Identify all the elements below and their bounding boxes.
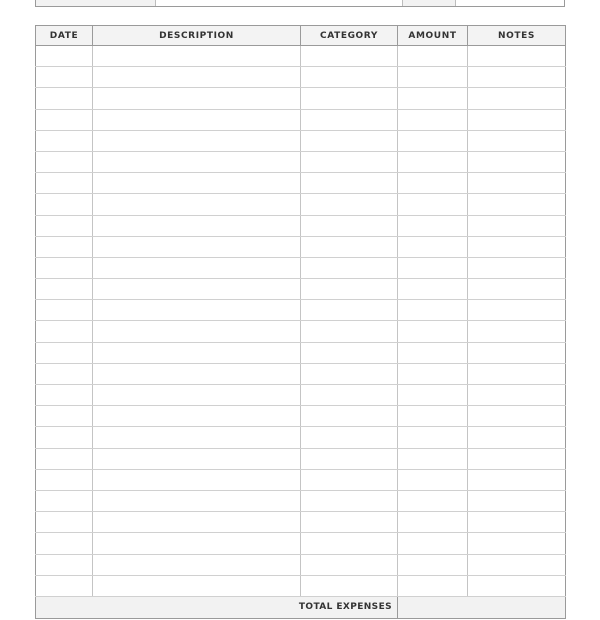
table-row [36,88,566,109]
cell-date[interactable] [36,215,93,236]
cell-date[interactable] [36,321,93,342]
table-row [36,236,566,257]
cell-date[interactable] [36,406,93,427]
cell-amount[interactable] [398,46,468,67]
cell-category[interactable] [301,575,398,596]
cell-description[interactable] [93,109,301,130]
cell-date[interactable] [36,533,93,554]
cell-date[interactable] [36,512,93,533]
cell-category[interactable] [301,448,398,469]
cell-category[interactable] [301,109,398,130]
cell-description[interactable] [93,385,301,406]
cell-date[interactable] [36,469,93,490]
cell-amount[interactable] [398,533,468,554]
expense-rows [36,46,566,597]
table-row [36,109,566,130]
cell-notes[interactable] [468,490,566,511]
table-row [36,257,566,278]
table-row [36,46,566,67]
column-header-notes: NOTES [468,26,566,46]
table-row [36,575,566,596]
table-row [36,427,566,448]
cell-notes[interactable] [468,194,566,215]
table-row [36,321,566,342]
cell-date[interactable] [36,300,93,321]
cell-description[interactable] [93,554,301,575]
cell-date[interactable] [36,88,93,109]
cell-amount[interactable] [398,130,468,151]
cell-amount[interactable] [398,151,468,172]
table-row [36,279,566,300]
cell-date[interactable] [36,236,93,257]
cell-date[interactable] [36,490,93,511]
cell-date[interactable] [36,385,93,406]
cell-amount[interactable] [398,321,468,342]
cell-amount[interactable] [398,406,468,427]
cell-date[interactable] [36,554,93,575]
cell-category[interactable] [301,67,398,88]
cell-amount[interactable] [398,173,468,194]
cell-amount[interactable] [398,512,468,533]
table-row [36,194,566,215]
cell-category[interactable] [301,151,398,172]
table-row [36,533,566,554]
cell-notes[interactable] [468,406,566,427]
table-row [36,554,566,575]
table-row [36,469,566,490]
cell-amount[interactable] [398,490,468,511]
cell-amount[interactable] [398,363,468,384]
table-row [36,490,566,511]
cell-date[interactable] [36,194,93,215]
cell-date[interactable] [36,109,93,130]
cell-category[interactable] [301,194,398,215]
table-row [36,130,566,151]
cell-amount[interactable] [398,427,468,448]
cell-category[interactable] [301,257,398,278]
total-row [36,596,566,618]
cell-amount[interactable] [398,554,468,575]
cell-notes[interactable] [468,88,566,109]
cell-category[interactable] [301,88,398,109]
cell-notes[interactable] [468,533,566,554]
table-row [36,342,566,363]
cell-description[interactable] [93,46,301,67]
table-row [36,173,566,194]
cell-notes[interactable] [468,130,566,151]
info-value-cell-1[interactable] [156,0,403,6]
info-label-cell-2 [403,0,456,6]
cell-amount[interactable] [398,215,468,236]
cell-date[interactable] [36,448,93,469]
cell-notes[interactable] [468,448,566,469]
cell-description[interactable] [93,533,301,554]
cell-notes[interactable] [468,469,566,490]
table-row [36,512,566,533]
cell-description[interactable] [93,321,301,342]
cell-amount[interactable] [398,469,468,490]
total-expenses-value[interactable] [398,596,566,618]
table-row [36,385,566,406]
cell-amount[interactable] [398,88,468,109]
total-expenses-label: TOTAL EXPENSES [36,596,398,618]
cell-description[interactable] [93,215,301,236]
cell-date[interactable] [36,575,93,596]
cell-description[interactable] [93,427,301,448]
cell-amount[interactable] [398,300,468,321]
cell-date[interactable] [36,427,93,448]
cell-date[interactable] [36,342,93,363]
column-header-description: DESCRIPTION [93,26,301,46]
cell-notes[interactable] [468,236,566,257]
cell-amount[interactable] [398,279,468,300]
cell-description[interactable] [93,575,301,596]
cell-notes[interactable] [468,342,566,363]
table-row [36,151,566,172]
cell-category[interactable] [301,279,398,300]
cell-notes[interactable] [468,173,566,194]
cell-notes[interactable] [468,279,566,300]
cell-date[interactable] [36,173,93,194]
cell-date[interactable] [36,46,93,67]
cell-notes[interactable] [468,151,566,172]
cell-category[interactable] [301,321,398,342]
cell-description[interactable] [93,512,301,533]
cell-notes[interactable] [468,67,566,88]
cell-description[interactable] [93,469,301,490]
table-row [36,215,566,236]
cell-description[interactable] [93,406,301,427]
cell-date[interactable] [36,130,93,151]
info-table [35,0,565,7]
table-row [36,363,566,384]
cell-amount[interactable] [398,385,468,406]
cell-date[interactable] [36,151,93,172]
cell-notes[interactable] [468,215,566,236]
cell-description[interactable] [93,236,301,257]
cell-notes[interactable] [468,385,566,406]
column-header-date: DATE [36,26,93,46]
cell-description[interactable] [93,363,301,384]
cell-category[interactable] [301,490,398,511]
cell-description[interactable] [93,151,301,172]
cell-amount[interactable] [398,342,468,363]
cell-category[interactable] [301,46,398,67]
cell-notes[interactable] [468,427,566,448]
table-row [36,448,566,469]
cell-description[interactable] [93,300,301,321]
cell-category[interactable] [301,215,398,236]
cell-amount[interactable] [398,448,468,469]
cell-category[interactable] [301,385,398,406]
cell-description[interactable] [93,130,301,151]
cell-notes[interactable] [468,257,566,278]
cell-description[interactable] [93,490,301,511]
cell-amount[interactable] [398,109,468,130]
cell-description[interactable] [93,257,301,278]
cell-date[interactable] [36,257,93,278]
cell-date[interactable] [36,363,93,384]
table-row [36,300,566,321]
cell-category[interactable] [301,554,398,575]
info-value-cell-2[interactable] [456,0,564,6]
cell-category[interactable] [301,512,398,533]
cell-notes[interactable] [468,363,566,384]
cell-amount[interactable] [398,194,468,215]
info-label-cell-1 [36,0,156,6]
cell-category[interactable] [301,342,398,363]
expense-table [35,25,566,619]
column-header-amount: AMOUNT [398,26,468,46]
cell-category[interactable] [301,406,398,427]
cell-notes[interactable] [468,575,566,596]
cell-date[interactable] [36,279,93,300]
cell-category[interactable] [301,236,398,257]
cell-notes[interactable] [468,46,566,67]
cell-description[interactable] [93,88,301,109]
cell-notes[interactable] [468,512,566,533]
cell-category[interactable] [301,533,398,554]
table-row [36,406,566,427]
cell-notes[interactable] [468,300,566,321]
cell-category[interactable] [301,469,398,490]
header-row [36,26,566,46]
cell-description[interactable] [93,173,301,194]
cell-description[interactable] [93,448,301,469]
cell-description[interactable] [93,194,301,215]
cell-category[interactable] [301,363,398,384]
cell-amount[interactable] [398,257,468,278]
cell-category[interactable] [301,300,398,321]
cell-notes[interactable] [468,321,566,342]
cell-description[interactable] [93,279,301,300]
cell-description[interactable] [93,342,301,363]
cell-amount[interactable] [398,236,468,257]
cell-category[interactable] [301,173,398,194]
table-row [36,67,566,88]
cell-category[interactable] [301,427,398,448]
cell-amount[interactable] [398,575,468,596]
cell-notes[interactable] [468,109,566,130]
cell-category[interactable] [301,130,398,151]
cell-date[interactable] [36,67,93,88]
cell-notes[interactable] [468,554,566,575]
cell-description[interactable] [93,67,301,88]
cell-amount[interactable] [398,67,468,88]
column-header-category: CATEGORY [301,26,398,46]
